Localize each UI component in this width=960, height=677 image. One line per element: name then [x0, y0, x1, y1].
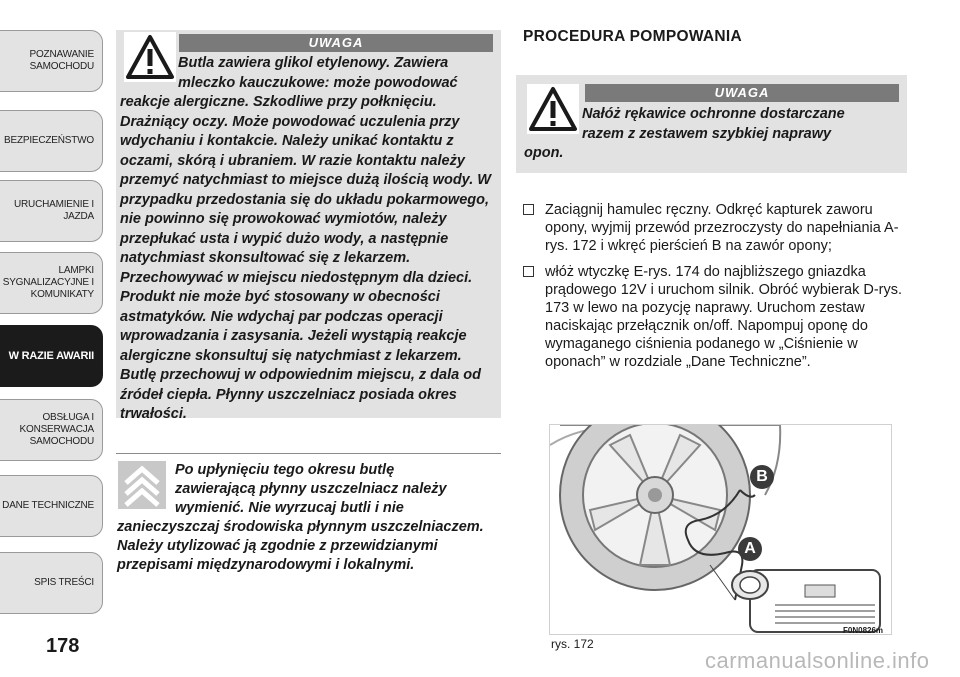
checkbox-bullet-icon	[523, 204, 534, 215]
list-item	[523, 263, 913, 371]
gloves-body: opon.	[524, 145, 564, 161]
env-intro-line-3: wymienić. Nie wyrzucaj butli i nie	[175, 500, 404, 516]
tab-dane-techniczne[interactable]: DANE TECHNICZNE	[0, 475, 103, 537]
env-intro-line-2: zawierającą płynny uszczelniacz należy	[175, 481, 447, 497]
warning-intro-line-2: mleczko kauczukowe: może powodować	[178, 74, 458, 91]
figure-caption: rys. 172	[551, 637, 594, 651]
tire-illustration	[550, 425, 892, 635]
gloves-intro-line-2: razem z zestawem szybkiej naprawy	[582, 125, 832, 142]
gloves-intro-line-1: Nałóż rękawice ochronne dostarczane	[582, 106, 845, 122]
tab-poznawanie-samochodu[interactable]: POZNAWANIE SAMOCHODU	[0, 30, 103, 92]
tab-lampki-sygnalizacyjne[interactable]: LAMPKI SYGNALIZACYJNE I KOMUNIKATY	[0, 252, 103, 314]
step-text: Zaciągnij hamulec ręczny. Odkręć kapturek zaworu opony, wyjmij przewód przezroczysty do napełniania A-rys. 172 i wkręć pierścień B na zawór opony;	[545, 202, 899, 254]
warning-header-gloves: UWAGA	[585, 84, 899, 102]
procedure-steps	[523, 201, 913, 379]
warning-body: reakcje alergiczne. Szkodliwe przy połknięciu. Drażniący oczy. Może powodować uczulenia przy wdychaniu i kontakcie. Należy unikać kontaktu z oczami, skórą i ubraniem. W razie kontaktu należy przemyć natychmiast to miejsce dużą ilością wody. W przypadku przedostania się do układu pokarmowego, nie powinno się prowokować wymiotów, należy przepłukać usta i wypić dużo wody, a następnie natychmiast skonsultować się z lekarzem. Przechowywać w miejscu niedostępnym dla dzieci. Produkt nie może być stosowany w obecności astmatyków. Nie wdychaj par podczas operacji wprowadzania i zasysania. Jeżeli wystąpią reakcje alergiczne skonsultuj się natychmiast z lekarzem. Butlę przechowuj w odpowiednim miejscu, z dala od źródeł ciepła. Płynny uszczelniacz posiada okres trwałości.	[120, 94, 491, 422]
divider-line	[116, 453, 501, 454]
figure-code: F0N0826m	[843, 626, 884, 635]
watermark: carmanualsonline.info	[705, 648, 930, 673]
tab-spis-tresci[interactable]: SPIS TREŚCI	[0, 552, 103, 614]
env-body: zanieczyszczaj środowiska płynnym uszczelniaczem. Należy utylizować ją zgodnie z przewidzianymi przepisami międzynarodowymi i lokalnymi.	[117, 519, 484, 573]
tab-uruchamienie-i-jazda[interactable]: URUCHAMIENIE I JAZDA	[0, 180, 103, 242]
list-item	[523, 201, 913, 255]
warning-text-glycol	[120, 54, 496, 425]
label-b-marker: B	[750, 465, 774, 489]
section-title: PROCEDURA POMPOWANIA	[523, 28, 742, 45]
label-a-marker: A	[738, 537, 762, 561]
warning-intro-line-1: Butla zawiera glikol etylenowy. Zawiera	[178, 55, 449, 71]
tab-bezpieczenstwo[interactable]: BEZPIECZEŃSTWO	[0, 110, 103, 172]
tab-obsluga-i-konserwacja[interactable]: OBSŁUGA I KONSERWACJA SAMOCHODU	[0, 399, 103, 461]
environment-note-text	[117, 461, 502, 575]
step-text: włóż wtyczkę E-rys. 174 do najbliższego gniazdka prądowego 12V i uruchom silnik. Obróć wybierak D-rys. 173 w lewo na pozycję naprawy. Uruchom zestaw naciskając przełącznik on/off. Napompuj oponę do wymaganego ciśnienia podanego w „Ciśnienie w oponach” w rozdziale „Dane Techniczne”.	[545, 264, 902, 370]
warning-text-gloves	[524, 105, 902, 164]
page-number: 178	[46, 635, 80, 657]
warning-header: UWAGA	[179, 34, 493, 52]
env-intro-line-1: Po upłynięciu tego okresu butlę	[175, 462, 395, 478]
tab-w-razie-awarii[interactable]: W RAZIE AWARII	[0, 325, 103, 387]
checkbox-bullet-icon	[523, 266, 534, 277]
figure-tire-compressor	[549, 424, 892, 635]
